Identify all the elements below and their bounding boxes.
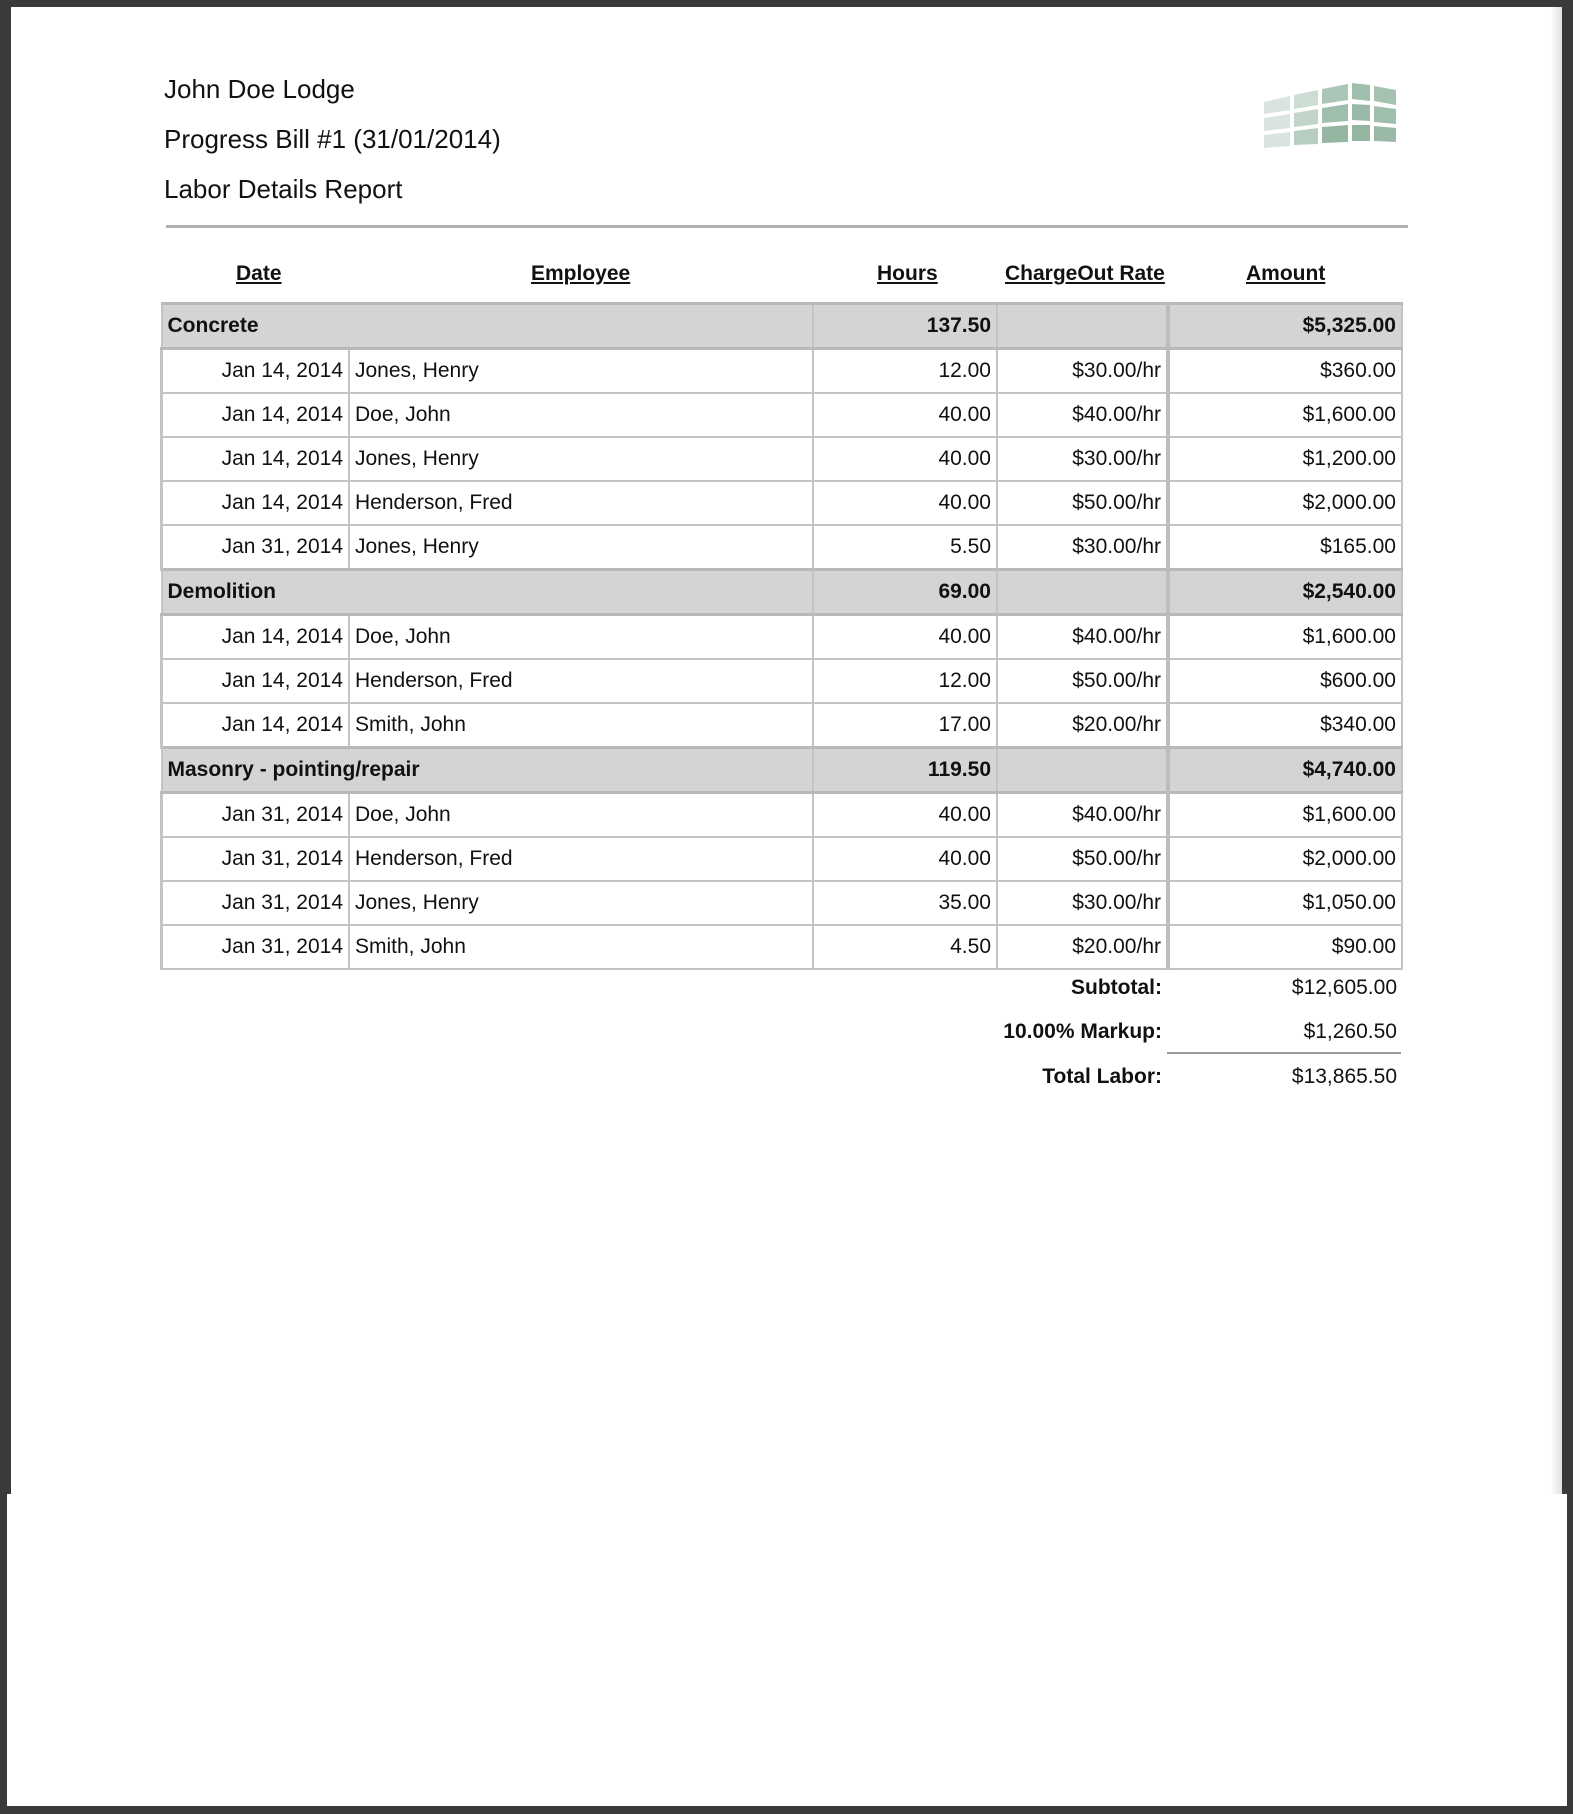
row-hours: 35.00 [813, 881, 997, 925]
row-rate: $40.00/hr [997, 615, 1168, 660]
table-row [162, 437, 1403, 481]
table-row [162, 393, 1403, 437]
subtotal-label: Subtotal: [1071, 976, 1162, 999]
total-labor-label: Total Labor: [1042, 1065, 1162, 1088]
row-rate: $50.00/hr [997, 481, 1168, 525]
row-amount: $2,000.00 [1168, 481, 1402, 525]
row-rate: $20.00/hr [997, 703, 1168, 748]
table-row [162, 525, 1403, 570]
group-hours: 137.50 [813, 304, 997, 349]
page-shadow [1550, 7, 1562, 1494]
project-name: John Doe Lodge [164, 74, 355, 104]
row-hours: 4.50 [813, 925, 997, 969]
group-rate [997, 748, 1168, 793]
row-hours: 40.00 [813, 615, 997, 660]
header-divider [166, 225, 1408, 228]
row-rate: $50.00/hr [997, 837, 1168, 881]
row-amount: $1,600.00 [1168, 793, 1402, 838]
viewer-frame-left-lower [0, 1494, 7, 1814]
viewer-frame-right-lower [1567, 1494, 1573, 1814]
row-date: Jan 14, 2014 [162, 349, 350, 394]
row-employee: Smith, John [349, 925, 813, 969]
table-row [162, 703, 1403, 748]
total-divider [1167, 1052, 1401, 1054]
row-hours: 40.00 [813, 793, 997, 838]
table-row [162, 615, 1403, 660]
group-amount: $4,740.00 [1168, 748, 1402, 793]
table-row [162, 837, 1403, 881]
row-rate: $30.00/hr [997, 525, 1168, 570]
group-name: Concrete [162, 304, 814, 349]
row-hours: 40.00 [813, 437, 997, 481]
row-employee: Doe, John [349, 393, 813, 437]
table-row [162, 659, 1403, 703]
group-hours: 119.50 [813, 748, 997, 793]
building-logo-icon [1264, 82, 1396, 154]
column-header-hours: Hours [877, 262, 938, 285]
total-labor-value: $13,865.50 [1291, 1065, 1397, 1088]
row-date: Jan 31, 2014 [162, 525, 350, 570]
column-header-date: Date [236, 262, 282, 285]
row-employee: Jones, Henry [349, 349, 813, 394]
table-row [162, 925, 1403, 969]
group-amount: $2,540.00 [1168, 570, 1402, 615]
group-row [162, 748, 1403, 793]
viewer-frame-bottom [0, 1806, 1573, 1814]
row-hours: 12.00 [813, 659, 997, 703]
row-date: Jan 31, 2014 [162, 881, 350, 925]
report-title: Labor Details Report [164, 174, 403, 204]
viewer-frame-right [1562, 0, 1573, 1494]
row-date: Jan 14, 2014 [162, 615, 350, 660]
row-amount: $1,600.00 [1168, 615, 1402, 660]
row-employee: Jones, Henry [349, 437, 813, 481]
group-row [162, 304, 1403, 349]
row-hours: 40.00 [813, 837, 997, 881]
row-date: Jan 14, 2014 [162, 703, 350, 748]
row-amount: $1,200.00 [1168, 437, 1402, 481]
group-rate [997, 570, 1168, 615]
row-employee: Doe, John [349, 615, 813, 660]
row-hours: 5.50 [813, 525, 997, 570]
row-employee: Henderson, Fred [349, 837, 813, 881]
row-date: Jan 14, 2014 [162, 437, 350, 481]
markup-value: $1,260.50 [1303, 1020, 1397, 1043]
row-hours: 17.00 [813, 703, 997, 748]
row-amount: $90.00 [1168, 925, 1402, 969]
row-date: Jan 31, 2014 [162, 793, 350, 838]
row-amount: $165.00 [1168, 525, 1402, 570]
row-rate: $30.00/hr [997, 437, 1168, 481]
row-hours: 40.00 [813, 481, 997, 525]
column-header-chargeout-rate: ChargeOut Rate [1005, 262, 1165, 285]
group-name: Demolition [162, 570, 814, 615]
viewer-frame-top [0, 0, 1573, 7]
group-rate [997, 304, 1168, 349]
row-rate: $40.00/hr [997, 393, 1168, 437]
column-header-employee: Employee [531, 262, 631, 285]
row-hours: 12.00 [813, 349, 997, 394]
labor-details-table [160, 302, 1403, 970]
row-rate: $20.00/hr [997, 925, 1168, 969]
markup-label: 10.00% Markup: [1003, 1020, 1162, 1043]
row-hours: 40.00 [813, 393, 997, 437]
row-employee: Jones, Henry [349, 881, 813, 925]
row-employee: Henderson, Fred [349, 659, 813, 703]
group-hours: 69.00 [813, 570, 997, 615]
row-employee: Jones, Henry [349, 525, 813, 570]
row-date: Jan 14, 2014 [162, 659, 350, 703]
row-rate: $40.00/hr [997, 793, 1168, 838]
group-amount: $5,325.00 [1168, 304, 1402, 349]
subtotal-value: $12,605.00 [1291, 976, 1397, 999]
table-row [162, 481, 1403, 525]
row-amount: $1,600.00 [1168, 393, 1402, 437]
row-rate: $50.00/hr [997, 659, 1168, 703]
viewer-frame-left [0, 0, 11, 1494]
row-rate: $30.00/hr [997, 349, 1168, 394]
row-employee: Henderson, Fred [349, 481, 813, 525]
row-date: Jan 14, 2014 [162, 481, 350, 525]
row-amount: $2,000.00 [1168, 837, 1402, 881]
group-row [162, 570, 1403, 615]
row-amount: $1,050.00 [1168, 881, 1402, 925]
row-employee: Doe, John [349, 793, 813, 838]
table-row [162, 881, 1403, 925]
bill-title: Progress Bill #1 (31/01/2014) [164, 124, 501, 154]
row-employee: Smith, John [349, 703, 813, 748]
row-amount: $600.00 [1168, 659, 1402, 703]
group-name: Masonry - pointing/repair [162, 748, 814, 793]
column-header-amount: Amount [1246, 262, 1326, 285]
row-date: Jan 31, 2014 [162, 837, 350, 881]
row-amount: $360.00 [1168, 349, 1402, 394]
table-row [162, 793, 1403, 838]
row-amount: $340.00 [1168, 703, 1402, 748]
labor-table-body [162, 304, 1403, 970]
row-date: Jan 31, 2014 [162, 925, 350, 969]
row-date: Jan 14, 2014 [162, 393, 350, 437]
table-row [162, 349, 1403, 394]
row-rate: $30.00/hr [997, 881, 1168, 925]
